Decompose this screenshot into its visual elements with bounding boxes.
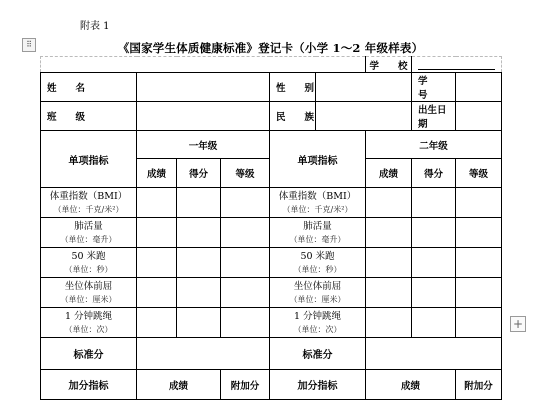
grade1-bonus-score-header: 成绩 [137,370,221,400]
grade2-points-cell[interactable] [412,278,456,308]
item-unit: （单位：千克/米²） [282,204,353,214]
item-label [270,218,366,248]
registration-card-table [40,56,502,400]
table-row [41,188,502,218]
grade1-level-cell[interactable] [221,248,270,278]
grade1-level-cell[interactable] [221,218,270,248]
item-label [270,248,366,278]
grade2-score-cell[interactable] [366,278,412,308]
grade1-points-header: 得分 [177,159,221,188]
name-input[interactable] [137,73,270,102]
grade1-standard-score-cell[interactable] [137,338,270,370]
grade2-standard-score-label: 标准分 [270,338,366,370]
grade2-level-cell[interactable] [456,218,502,248]
item-label [270,278,366,308]
grade1-points-cell[interactable] [177,308,221,338]
school-input[interactable] [412,57,502,73]
item-name: 坐位体前屈 [293,280,342,292]
birthdate-input[interactable] [456,102,502,131]
table-row [41,218,502,248]
grade1-points-cell[interactable] [177,278,221,308]
table-row [41,308,502,338]
grade1-level-header: 等级 [221,159,270,188]
blank-top-area [41,57,366,73]
ethnicity-label: 民 族 [270,102,316,131]
item-header-grade2: 单项指标 [270,131,366,188]
table-row [41,248,502,278]
item-unit: （单位：秒） [293,264,342,274]
item-name: 体重指数（BMI） [278,190,357,202]
item-label [41,218,137,248]
student-id-label: 学 号 [412,73,456,102]
grade2-points-cell[interactable] [412,188,456,218]
item-name: 1 分钟跳绳 [64,310,113,322]
table-move-handle-icon[interactable]: ⠿ [22,38,36,52]
school-label: 学 校 [366,57,412,73]
grade1-level-cell[interactable] [221,308,270,338]
grade2-score-cell[interactable] [366,308,412,338]
document-title: 《国家学生体质健康标准》登记卡（小学 1～2 年级样表） [117,41,424,55]
name-label: 姓 名 [41,73,137,102]
grade1-score-header: 成绩 [137,159,177,188]
grade2-level-cell[interactable] [456,278,502,308]
gender-input[interactable] [316,73,412,102]
class-label: 班 级 [41,102,137,131]
item-name: 肺活量 [303,220,332,232]
add-row-button[interactable]: + [510,316,526,332]
grade2-score-cell[interactable] [366,218,412,248]
grade1-score-cell[interactable] [137,248,177,278]
grade1-score-cell[interactable] [137,308,177,338]
item-unit: （单位：厘米） [289,294,346,304]
grade1-score-cell[interactable] [137,188,177,218]
grade1-standard-score-label: 标准分 [41,338,137,370]
grade2-level-cell[interactable] [456,188,502,218]
grade2-bonus-score-header: 成绩 [366,370,456,400]
item-name: 50 米跑 [71,250,106,262]
grade2-points-header: 得分 [412,159,456,188]
grade2-level-header: 等级 [456,159,502,188]
grade1-points-cell[interactable] [177,188,221,218]
grade1-score-cell[interactable] [137,278,177,308]
item-unit: （单位：秒） [64,264,113,274]
student-id-input[interactable] [456,73,502,102]
item-label [41,248,137,278]
item-header-grade1: 单项指标 [41,131,137,188]
item-label [41,188,137,218]
item-unit: （单位：厘米） [60,294,117,304]
grade1-points-cell[interactable] [177,218,221,248]
grade2-points-cell[interactable] [412,218,456,248]
appendix-label: 附表 1 [80,21,110,32]
grade2-bonus-points-header: 附加分 [456,370,502,400]
item-unit: （单位：毫升） [60,234,117,244]
table-row [41,278,502,308]
grade2-score-cell[interactable] [366,188,412,218]
item-label [41,308,137,338]
birthdate-label: 出生日期 [412,102,456,131]
grade2-header: 二年级 [366,131,502,159]
item-unit: （单位：千克/米²） [53,204,124,214]
grade1-points-cell[interactable] [177,248,221,278]
item-name: 50 米跑 [300,250,335,262]
grade1-score-cell[interactable] [137,218,177,248]
item-name: 坐位体前屈 [64,280,113,292]
item-label [41,278,137,308]
grade1-header: 一年级 [137,131,270,159]
grade2-level-cell[interactable] [456,248,502,278]
grade2-bonus-item-label: 加分指标 [270,370,366,400]
item-name: 肺活量 [74,220,103,232]
ethnicity-input[interactable] [316,102,412,131]
item-label [270,308,366,338]
grade2-score-cell[interactable] [366,248,412,278]
item-unit: （单位：次） [64,324,113,334]
grade1-bonus-points-header: 附加分 [221,370,270,400]
grade2-points-cell[interactable] [412,248,456,278]
gender-label: 性 别 [270,73,316,102]
grade2-points-cell[interactable] [412,308,456,338]
item-unit: （单位：毫升） [289,234,346,244]
grade2-score-header: 成绩 [366,159,412,188]
class-input[interactable] [137,102,270,131]
item-label [270,188,366,218]
grade1-level-cell[interactable] [221,188,270,218]
grade1-level-cell[interactable] [221,278,270,308]
grade2-standard-score-cell[interactable] [366,338,502,370]
item-unit: （单位：次） [293,324,342,334]
item-name: 体重指数（BMI） [49,190,128,202]
grade2-level-cell[interactable] [456,308,502,338]
item-name: 1 分钟跳绳 [293,310,342,322]
grade1-bonus-item-label: 加分指标 [41,370,137,400]
